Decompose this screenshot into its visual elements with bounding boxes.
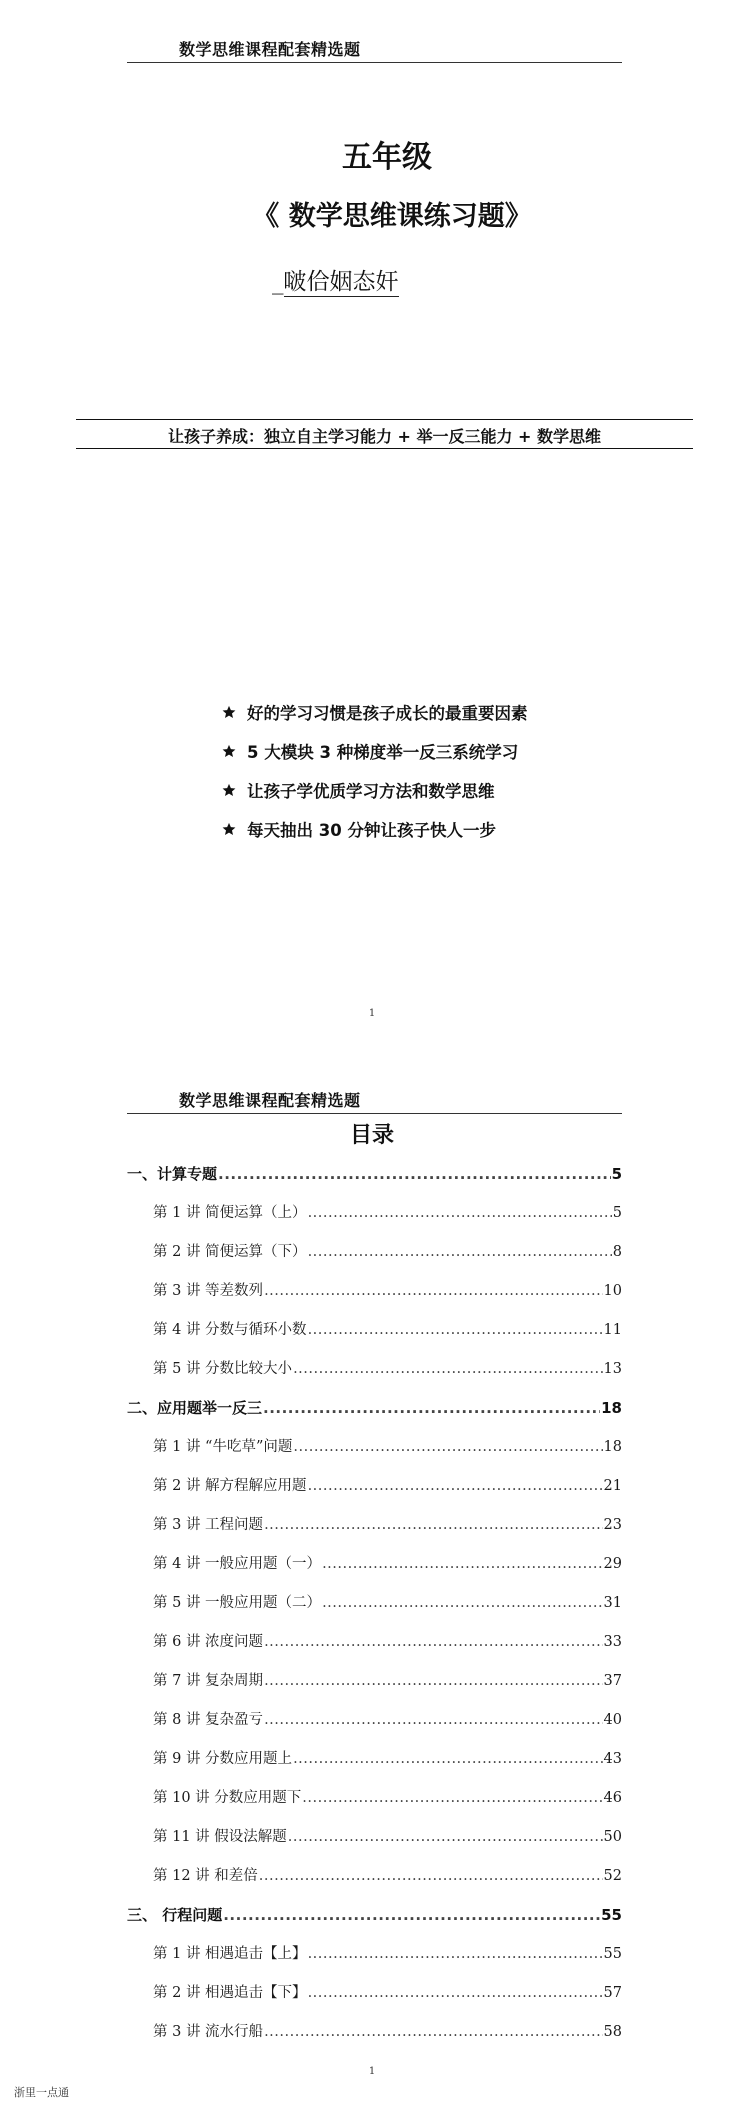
toc-page: 43 [603, 1751, 622, 1767]
dot-leader [308, 1311, 603, 1350]
toc-page: 31 [603, 1595, 622, 1611]
dot-leader [308, 1467, 603, 1506]
dot-leader [264, 2013, 602, 2052]
toc-page: 10 [603, 1283, 622, 1299]
table-of-contents [127, 1155, 622, 2052]
dot-leader [288, 1818, 603, 1857]
feature-text: 让孩子学优质学习方法和数学思维 [247, 781, 495, 801]
toc-entry[interactable]: 第 10 讲 分数应用题下 ..... 46 [127, 1779, 622, 1818]
toc-section[interactable]: 一、计算专题 ..... 5 [127, 1155, 622, 1194]
toc-page: 13 [603, 1361, 622, 1377]
toc-page: 52 [603, 1868, 622, 1884]
feature-text: 每天抽出 30 分钟让孩子快人一步 [247, 820, 496, 840]
header-title: 数学思维课程配套精选题 [179, 40, 361, 59]
toc-entry[interactable]: 第 1 讲 简便运算（上） ..... 5 [127, 1194, 622, 1233]
toc-entry[interactable]: 第 2 讲 相遇追击【下】 ..... 57 [127, 1974, 622, 2013]
dot-leader [308, 1935, 603, 1974]
page-header [127, 37, 622, 97]
dot-leader [264, 1662, 602, 1701]
dot-leader [293, 1740, 602, 1779]
toc-entry[interactable]: 第 1 讲 相遇追击【上】 ..... 55 [127, 1935, 622, 1974]
toc-page: 21 [603, 1478, 622, 1494]
toc-page: 5 [612, 1205, 622, 1221]
toc-page: 55 [603, 1946, 622, 1962]
toc-entry[interactable]: 第 3 讲 工程问题 ..... 23 [127, 1506, 622, 1545]
feature-item [222, 692, 528, 731]
toc-entry[interactable]: 第 3 讲 等差数列 ..... 10 [127, 1272, 622, 1311]
toc-page: 11 [603, 1322, 622, 1338]
feature-text: 好的学习习惯是孩子成长的最重要因素 [247, 703, 528, 723]
toc-entry[interactable]: 第 4 讲 一般应用题（一） ..... 29 [127, 1545, 622, 1584]
dot-leader [308, 1974, 603, 2013]
toc-page: 18 [601, 1399, 622, 1417]
toc-entry[interactable]: 第 2 讲 解方程解应用题 ..... 21 [127, 1467, 622, 1506]
slogan-band [76, 419, 693, 449]
toc-page: 8 [612, 1244, 622, 1260]
toc-entry[interactable]: 第 11 讲 假设法解题 ..... 50 [127, 1818, 622, 1857]
toc-page: 58 [603, 2024, 622, 2040]
dot-leader [293, 1428, 602, 1467]
dot-leader [308, 1233, 612, 1272]
toc-entry[interactable]: 第 5 讲 分数比较大小 ..... 13 [127, 1350, 622, 1389]
toc-entry[interactable]: 第 5 讲 一般应用题（二） ..... 31 [127, 1584, 622, 1623]
star-icon [222, 783, 236, 797]
toc-entry[interactable]: 第 8 讲 复杂盈亏 ..... 40 [127, 1701, 622, 1740]
page-number: 1 [368, 1008, 376, 1019]
star-icon [222, 744, 236, 758]
toc-page: 18 [603, 1439, 622, 1455]
author-name: 啵佮姻态奸 [283, 269, 399, 295]
toc-page: 50 [603, 1829, 622, 1845]
toc-entry[interactable]: 第 6 讲 浓度问题 ..... 33 [127, 1623, 622, 1662]
feature-item [222, 731, 528, 770]
author-line [272, 263, 399, 296]
toc-page: 55 [601, 1906, 622, 1924]
dot-leader [264, 1701, 602, 1740]
toc-page: 33 [603, 1634, 622, 1650]
toc-entry[interactable]: 第 1 讲 “牛吃草”问题 ..... 18 [127, 1428, 622, 1467]
toc-entry[interactable]: 第 2 讲 简便运算（下） ..... 8 [127, 1233, 622, 1272]
author-prefix: _ [272, 269, 284, 295]
feature-text: 5 大模块 3 种梯度举一反三系统学习 [247, 742, 519, 762]
toc-section[interactable]: 三、 行程问题 ..... 55 [127, 1896, 622, 1935]
dot-leader [259, 1857, 603, 1896]
toc-entry[interactable]: 第 12 讲 和差倍 ..... 52 [127, 1857, 622, 1896]
footer-watermark: 浙里一点通 [14, 2086, 69, 2099]
feature-item [222, 809, 528, 848]
header-title: 数学思维课程配套精选题 [179, 1091, 361, 1110]
toc-page: 57 [603, 1985, 622, 2001]
header-rule [127, 62, 622, 63]
dot-leader [264, 1623, 602, 1662]
page-number: 1 [368, 2066, 376, 2077]
toc-entry[interactable]: 第 4 讲 分数与循环小数 ..... 11 [127, 1311, 622, 1350]
toc-page: 5 [611, 1165, 622, 1183]
toc-page: 37 [603, 1673, 622, 1689]
toc-entry[interactable]: 第 7 讲 复杂周期 ..... 37 [127, 1662, 622, 1701]
toc-entry[interactable]: 第 3 讲 流水行船 ..... 58 [127, 2013, 622, 2052]
toc-page: 46 [603, 1790, 622, 1806]
dot-leader [218, 1155, 611, 1194]
toc-page: 23 [603, 1517, 622, 1533]
star-icon [222, 822, 236, 836]
grade-title: 五年级 [342, 140, 432, 175]
toc-page: 29 [603, 1556, 622, 1572]
dot-leader [308, 1194, 612, 1233]
dot-leader [263, 1389, 600, 1428]
toc-title: 目录 [349, 1123, 394, 1148]
dot-leader [293, 1350, 602, 1389]
course-title: 《 数学思维课练习题》 [252, 201, 532, 232]
header-rule [127, 1113, 622, 1114]
slogan-text: 让孩子养成：独立自主学习能力 + 举一反三能力 + 数学思维 [167, 427, 602, 446]
feature-list [222, 692, 528, 848]
toc-entry[interactable]: 第 9 讲 分数应用题上 ..... 43 [127, 1740, 622, 1779]
dot-leader [264, 1506, 602, 1545]
feature-item [222, 770, 528, 809]
dot-leader [302, 1779, 602, 1818]
dot-leader [264, 1272, 602, 1311]
dot-leader [322, 1545, 602, 1584]
dot-leader [322, 1584, 602, 1623]
toc-section[interactable]: 二、应用题举一反三 ..... 18 [127, 1389, 622, 1428]
dot-leader [223, 1896, 600, 1935]
toc-page: 40 [603, 1712, 622, 1728]
star-icon [222, 705, 236, 719]
